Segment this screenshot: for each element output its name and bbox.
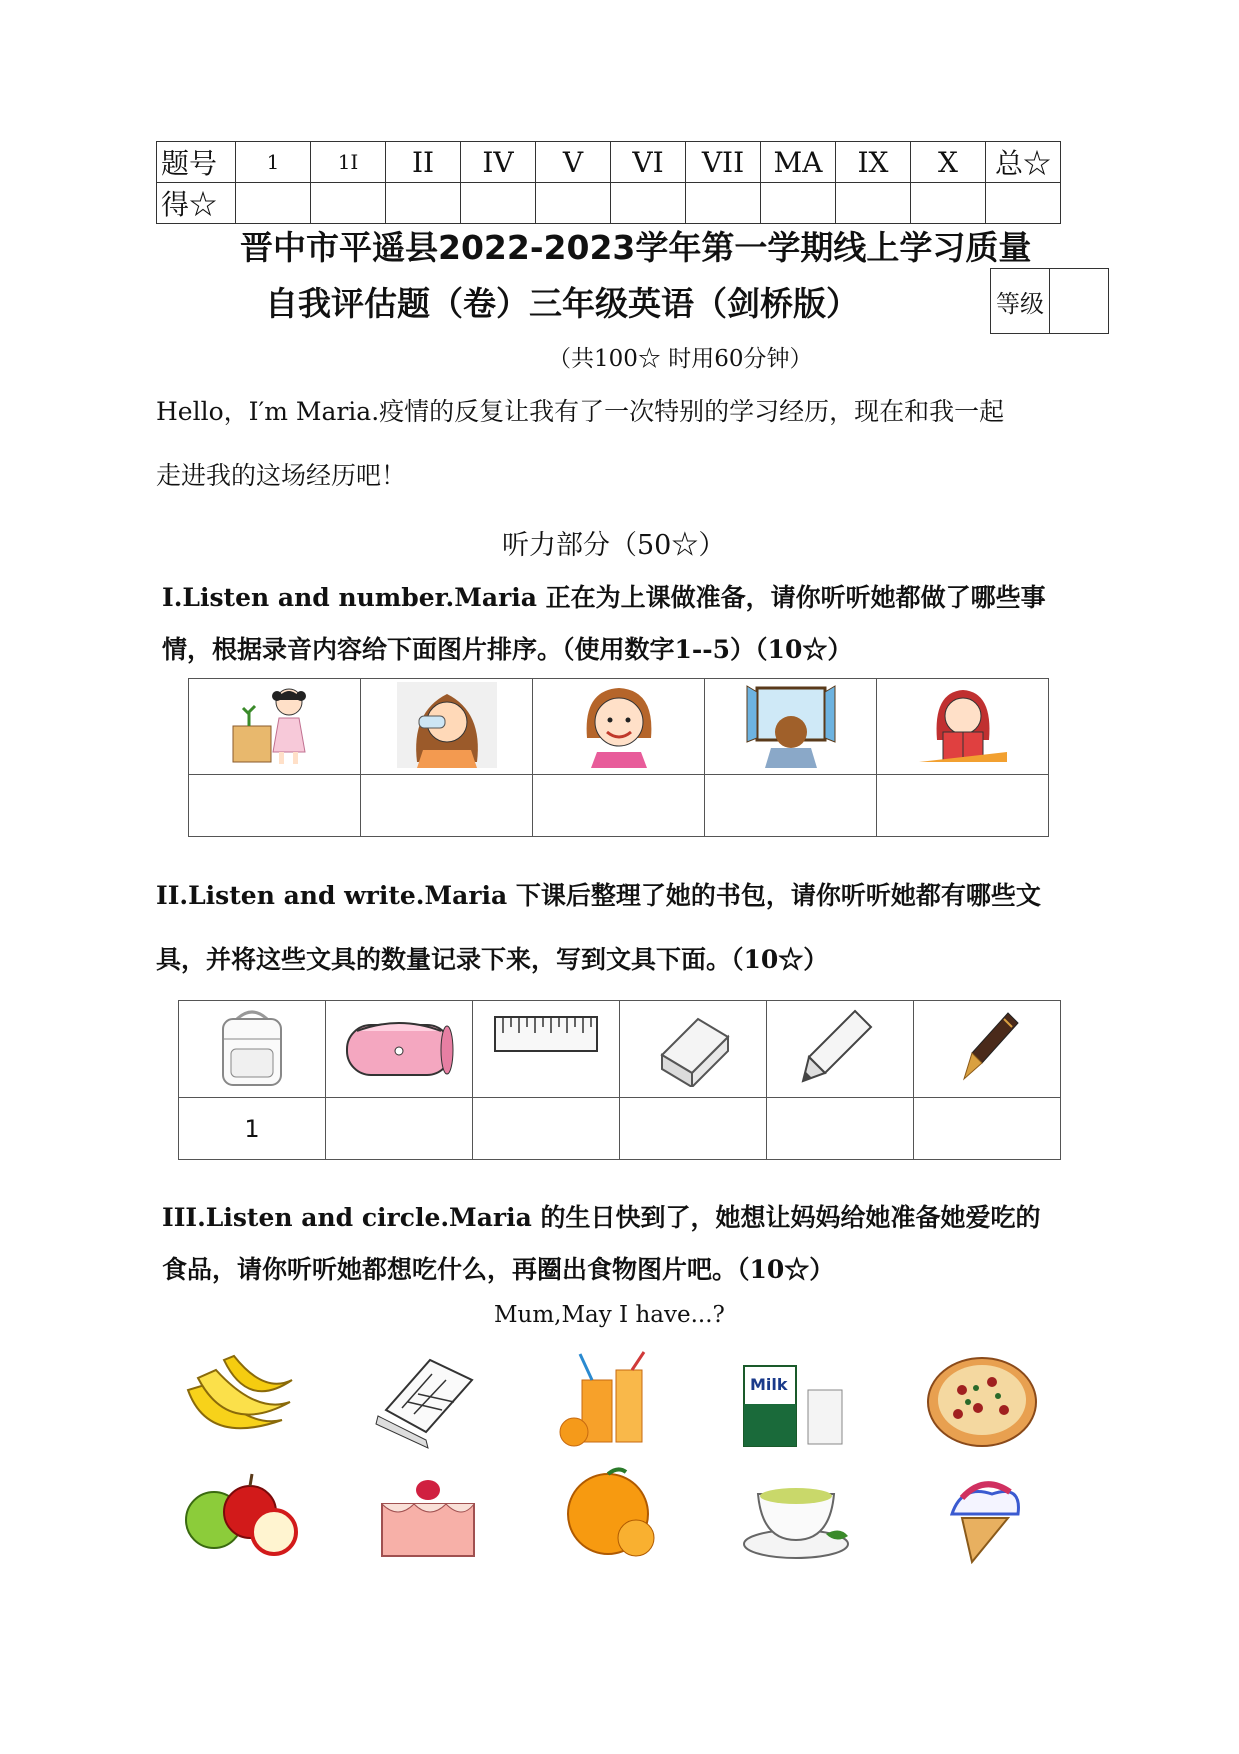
intro-line2: 走进我的这场经历吧！: [156, 461, 407, 490]
q2-picture: [473, 1001, 620, 1098]
exam-title-line1: 晋中市平遥县2022-2023学年第一学期线上学习质量: [240, 228, 1032, 267]
score-col: X: [911, 142, 986, 183]
score-col: II: [386, 142, 461, 183]
score-cell[interactable]: [461, 183, 536, 224]
milk-icon[interactable]: [736, 1350, 856, 1450]
q1-picture: [361, 679, 533, 775]
q1-line1: I.Listen and number.Maria 正在为上课做准备，请你听听她都做了哪些事: [162, 583, 1046, 612]
q2-table: [178, 1000, 1061, 1160]
q3-line2: 食品，请你听听她都想吃什么，再圈出食物图片吧。（10☆）: [162, 1255, 835, 1284]
q2-answer-cell[interactable]: 1: [179, 1098, 326, 1160]
score-total-label: 总☆: [986, 142, 1061, 183]
q3-line1: III.Listen and circle.Maria 的生日快到了，她想让妈妈给她准备她爱吃的: [162, 1203, 1041, 1232]
bananas-icon[interactable]: [178, 1350, 298, 1450]
grade-cell[interactable]: [1050, 269, 1109, 334]
apples-icon[interactable]: [178, 1464, 298, 1564]
score-col: 1: [236, 142, 311, 183]
q3-prompt: Mum,May I have...?: [494, 1302, 725, 1328]
q2-picture: [326, 1001, 473, 1098]
eraser-icon: [648, 1007, 738, 1087]
q1-table: [188, 678, 1049, 837]
score-table: [156, 141, 1061, 224]
milk-carton-label: Milk: [750, 1375, 788, 1394]
girl-drinking-water-icon: [397, 682, 497, 768]
score-col: MA: [761, 142, 836, 183]
q2-picture: [179, 1001, 326, 1098]
score-col: IX: [836, 142, 911, 183]
q2-answer-cell[interactable]: [914, 1098, 1061, 1160]
score-cell[interactable]: [911, 183, 986, 224]
score-cell[interactable]: [986, 183, 1061, 224]
girl-reading-book-icon: [913, 682, 1013, 768]
grade-box: [990, 268, 1109, 334]
pen-icon: [942, 1005, 1032, 1089]
section-heading: 听力部分（50☆）: [502, 530, 726, 561]
score-row-scores: [157, 183, 1061, 224]
q1-answer-cell[interactable]: [705, 775, 877, 837]
q2-line1: II.Listen and write.Maria 下课后整理了她的书包，请你听听她都有哪些文: [156, 881, 1041, 910]
q2-picture: [914, 1001, 1061, 1098]
score-cell[interactable]: [686, 183, 761, 224]
score-cell[interactable]: [611, 183, 686, 224]
q1-line2: 情，根据录音内容给下面图片排序。（使用数字1--5）（10☆）: [162, 635, 853, 664]
pencil-case-icon: [339, 1007, 459, 1087]
q1-answer-cell[interactable]: [533, 775, 705, 837]
orange-icon[interactable]: [552, 1464, 672, 1564]
tea-icon[interactable]: [736, 1464, 856, 1564]
girl-opening-window-icon: [741, 682, 841, 768]
q1-picture: [705, 679, 877, 775]
q1-picture: [533, 679, 705, 775]
girl-smiling-icon: [569, 682, 669, 768]
q1-answer-cell[interactable]: [361, 775, 533, 837]
juice-icon[interactable]: [552, 1350, 672, 1450]
q1-picture: [189, 679, 361, 775]
pizza-icon[interactable]: [922, 1350, 1042, 1450]
score-cell[interactable]: [386, 183, 461, 224]
score-cell[interactable]: [536, 183, 611, 224]
score-col: VII: [686, 142, 761, 183]
pencil-icon: [795, 1005, 885, 1089]
score-cell[interactable]: [311, 183, 386, 224]
score-row-label: 得☆: [157, 183, 236, 224]
q2-answer-cell[interactable]: [620, 1098, 767, 1160]
q1-answer-cell[interactable]: [877, 775, 1049, 837]
chocolate-icon[interactable]: [368, 1350, 488, 1450]
ice-cream-icon[interactable]: [922, 1464, 1042, 1564]
q1-picture: [877, 679, 1049, 775]
ruler-icon: [491, 1007, 601, 1087]
score-row-label: 题号: [157, 142, 236, 183]
score-col: V: [536, 142, 611, 183]
score-col: VI: [611, 142, 686, 183]
score-cell[interactable]: [836, 183, 911, 224]
schoolbag-icon: [207, 1005, 297, 1089]
girl-watering-plant-icon: [225, 682, 325, 768]
q2-picture: [620, 1001, 767, 1098]
score-cell[interactable]: [761, 183, 836, 224]
q2-picture: [767, 1001, 914, 1098]
intro-line1: Hello，I′m Maria.疫情的反复让我有了一次特别的学习经历，现在和我一起: [156, 397, 1005, 426]
q2-answer-cell[interactable]: [767, 1098, 914, 1160]
grade-label: 等级: [991, 269, 1050, 334]
q2-answer-cell[interactable]: [473, 1098, 620, 1160]
exam-info: （共100☆ 时用60分钟）: [548, 346, 813, 372]
score-col: 1I: [311, 142, 386, 183]
q2-line2: 具，并将这些文具的数量记录下来，写到文具下面。（10☆）: [156, 945, 829, 974]
score-row-numbers: [157, 142, 1061, 183]
score-col: IV: [461, 142, 536, 183]
score-cell[interactable]: [236, 183, 311, 224]
cake-icon[interactable]: [368, 1464, 488, 1564]
exam-title-line2: 自我评估题（卷）三年级英语（剑桥版）: [265, 284, 859, 323]
q2-answer-cell[interactable]: [326, 1098, 473, 1160]
q1-answer-cell[interactable]: [189, 775, 361, 837]
